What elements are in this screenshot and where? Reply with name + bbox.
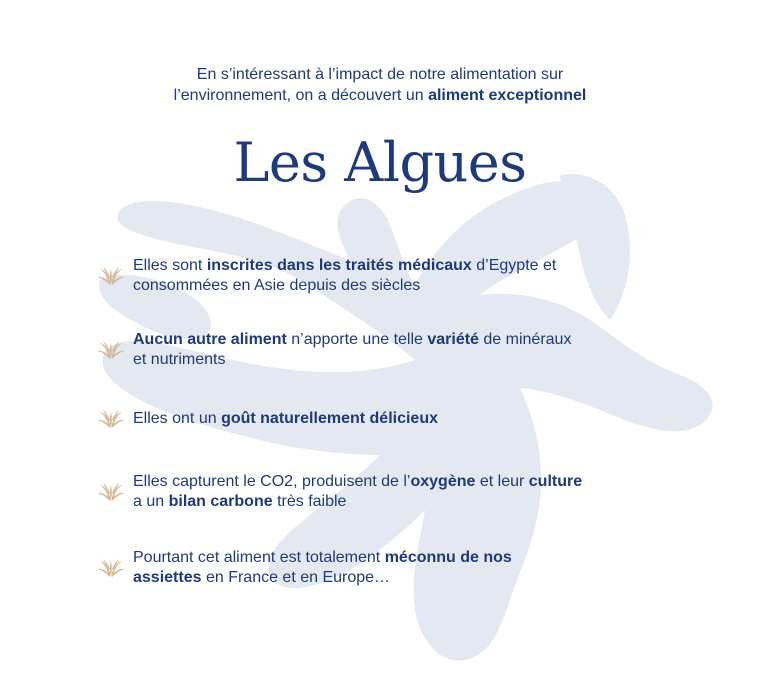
seaweed-leaf-icon (96, 408, 126, 430)
seaweed-leaf-icon (96, 481, 126, 503)
list-item-text: Elles sont inscrites dans les traités médicaux d’Egypte et consommées en Asie depuis des siècles (133, 257, 557, 294)
intro-line-2: l’environnement, on a découvert un aliment exceptionnel (173, 87, 587, 104)
intro-line-1: En s’intéressant à l’impact de notre alimentation sur (196, 66, 564, 83)
seaweed-leaf-icon (96, 265, 126, 287)
list-item (96, 472, 696, 512)
list-item (96, 408, 696, 430)
list-item-text: Elles capturent le CO2, produisent de l’oxygène et leur culture a un bilan carbone très faible (133, 473, 583, 510)
list-item (96, 548, 696, 588)
list-item (96, 256, 696, 296)
list-item-text: Elles ont un goût naturellement délicieux (133, 410, 438, 427)
seaweed-leaf-icon (96, 557, 126, 579)
intro-text (0, 64, 760, 106)
seaweed-leaf-icon (96, 339, 126, 361)
list-item (96, 330, 696, 370)
page-title: Les Algues (233, 131, 527, 194)
list-item-text: Pourtant cet aliment est totalement méconnu de nos assiettes en France et en Europe… (133, 549, 512, 586)
list-item-text: Aucun autre aliment n’apporte une telle variété de minéraux et nutriments (133, 331, 572, 368)
